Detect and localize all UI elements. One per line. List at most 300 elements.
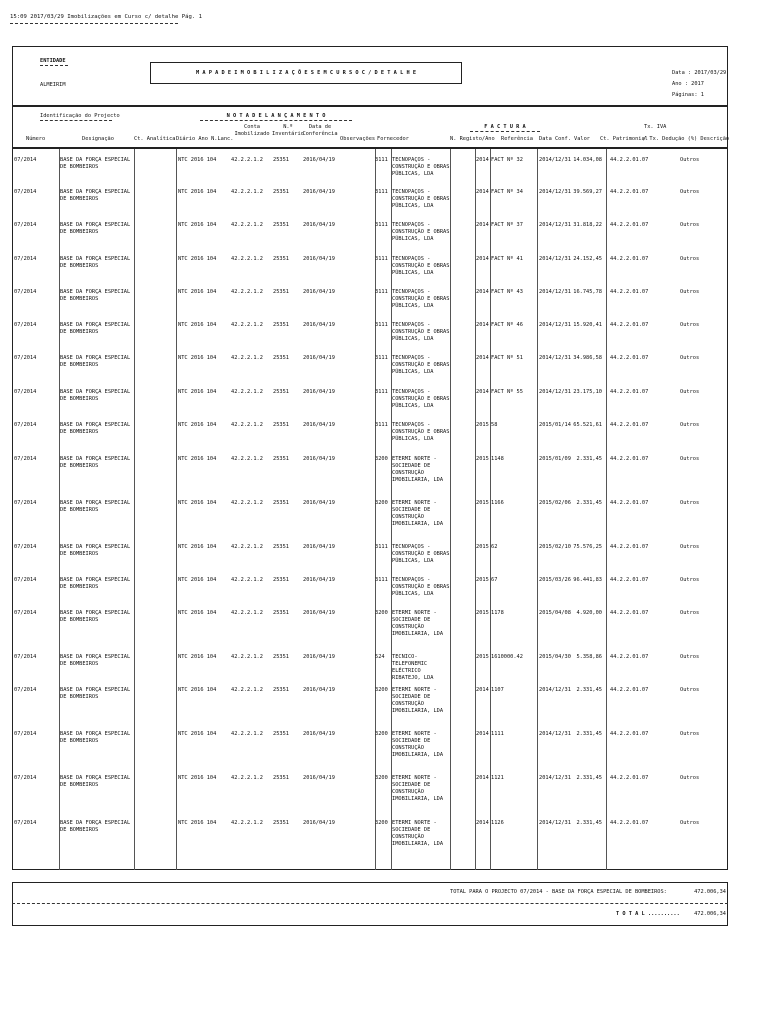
cell-desc: Outros (680, 687, 700, 693)
cell-dconf: 2016/04/19 (303, 820, 335, 826)
cell-desig: BASE DA FORÇA ESPECIAL DE BOMBEIROS (60, 544, 131, 557)
cell-inv: 25351 (273, 256, 289, 262)
cell-diario: NTC 2016 104 (178, 256, 217, 262)
cell-desig: BASE DA FORÇA ESPECIAL DE BOMBEIROS (60, 222, 131, 235)
cell-num: 07/2014 (14, 820, 37, 826)
cell-desc: Outros (680, 610, 700, 616)
cell-forn-code: 3200 (375, 687, 388, 693)
cell-diario: NTC 2016 104 (178, 456, 217, 462)
header-data-conf: Data Conf. (539, 136, 571, 142)
cell-dconf: 2016/04/19 (303, 731, 335, 737)
cell-forn: TECNOPAÇOS - CONSTRUÇÃO E OBRAS PÚBLICAS, LDA (392, 289, 450, 309)
grand-total-value: 472.006,34 (694, 911, 726, 917)
cell-desig: BASE DA FORÇA ESPECIAL DE BOMBEIROS (60, 731, 131, 744)
cell-dconf: 2016/04/19 (303, 389, 335, 395)
cell-forn-code: 3111 (375, 189, 388, 195)
entity-label-underline (40, 65, 68, 66)
cell-dfact: 2014/12/31 (539, 157, 571, 163)
cell-desc: Outros (680, 256, 700, 262)
cell-desig: BASE DA FORÇA ESPECIAL DE BOMBEIROS (60, 256, 131, 269)
cell-ref: FACT Nº 34 (491, 189, 523, 195)
cell-dconf: 2016/04/19 (303, 654, 335, 660)
cell-inv: 25351 (273, 687, 289, 693)
header-conta-imobilizado: Conta Imobilizado (234, 124, 270, 137)
entity-label: ENTIDADE (40, 58, 66, 64)
header-registo-ano: N. Registo/Ano (450, 136, 495, 142)
cell-desc: Outros (680, 289, 700, 295)
cell-valor: 5.358,86 (576, 654, 602, 660)
cell-dfact: 2014/12/31 (539, 289, 571, 295)
cell-conta: 42.2.2.1.2 (231, 422, 263, 428)
cell-dfact: 2015/01/09 (539, 456, 571, 462)
cell-ref: FACT Nº 46 (491, 322, 523, 328)
cell-diario: NTC 2016 104 (178, 731, 217, 737)
cell-ctp: 44.2.2.01.07 (610, 775, 649, 781)
report-year: Ano : 2017 (672, 81, 704, 87)
cell-inv: 25351 (273, 289, 289, 295)
cell-dconf: 2016/04/19 (303, 610, 335, 616)
cell-diario: NTC 2016 104 (178, 157, 217, 163)
cell-desig: BASE DA FORÇA ESPECIAL DE BOMBEIROS (60, 355, 131, 368)
cell-valor: 2.331,45 (576, 820, 602, 826)
cell-desc: Outros (680, 355, 700, 361)
cell-num: 07/2014 (14, 256, 37, 262)
cell-forn-code: 3200 (375, 775, 388, 781)
cell-ctp: 44.2.2.01.07 (610, 256, 649, 262)
cell-ref: 1111 (491, 731, 504, 737)
cell-ctp: 44.2.2.01.07 (610, 731, 649, 737)
header-fornecedor: Fornecedor (377, 136, 409, 142)
cell-desc: Outros (680, 654, 700, 660)
cell-num: 07/2014 (14, 189, 37, 195)
column-separator (176, 149, 177, 870)
cell-dfact: 2014/12/31 (539, 731, 571, 737)
cell-ctp: 44.2.2.01.07 (610, 687, 649, 693)
cell-valor: 2.331,45 (576, 456, 602, 462)
totals-divider (12, 903, 728, 904)
cell-inv: 25351 (273, 456, 289, 462)
cell-reg: 2015 (476, 422, 489, 428)
cell-inv: 25351 (273, 731, 289, 737)
cell-inv: 25351 (273, 544, 289, 550)
cell-ref: 1166 (491, 500, 504, 506)
cell-desig: BASE DA FORÇA ESPECIAL DE BOMBEIROS (60, 157, 131, 170)
cell-ctp: 44.2.2.01.07 (610, 289, 649, 295)
cell-conta: 42.2.2.1.2 (231, 389, 263, 395)
cell-dfact: 2015/02/10 (539, 544, 571, 550)
cell-inv: 25351 (273, 422, 289, 428)
cell-dconf: 2016/04/19 (303, 189, 335, 195)
cell-ctp: 44.2.2.01.07 (610, 222, 649, 228)
cell-desig: BASE DA FORÇA ESPECIAL DE BOMBEIROS (60, 422, 131, 435)
cell-forn: ETERMI NORTE - SOCIEDADE DE CONSTRUÇÃO IMOBILIARIA, LDA (392, 610, 444, 637)
cell-ref: FACT Nº 51 (491, 355, 523, 361)
cell-valor: 65.521,61 (573, 422, 602, 428)
cell-inv: 25351 (273, 775, 289, 781)
cell-dfact: 2014/12/31 (539, 687, 571, 693)
cell-dfact: 2015/02/06 (539, 500, 571, 506)
cell-ctp: 44.2.2.01.07 (610, 389, 649, 395)
cell-valor: 24.152,45 (573, 256, 602, 262)
cell-dconf: 2016/04/19 (303, 775, 335, 781)
cell-dfact: 2014/12/31 (539, 389, 571, 395)
cell-reg: 2015 (476, 500, 489, 506)
cell-ref: 62 (491, 544, 498, 550)
cell-num: 07/2014 (14, 157, 37, 163)
cell-ctp: 44.2.2.01.07 (610, 456, 649, 462)
cell-forn-code: 3111 (375, 157, 388, 163)
cell-diario: NTC 2016 104 (178, 222, 217, 228)
cell-inv: 25351 (273, 322, 289, 328)
cell-reg: 2014 (476, 322, 489, 328)
cell-forn: TECNOPAÇOS - CONSTRUÇÃO E OBRAS PÚBLICAS, LDA (392, 577, 450, 597)
cell-num: 07/2014 (14, 500, 37, 506)
header-diario-ano: Diário Ano N.Lanc. (176, 136, 234, 142)
cell-ref: 1121 (491, 775, 504, 781)
cell-dfact: 2015/04/30 (539, 654, 571, 660)
cell-conta: 42.2.2.1.2 (231, 731, 263, 737)
cell-desig: BASE DA FORÇA ESPECIAL DE BOMBEIROS (60, 654, 131, 667)
cell-forn-code: 3111 (375, 256, 388, 262)
cell-valor: 2.331,45 (576, 500, 602, 506)
cell-ctp: 44.2.2.01.07 (610, 322, 649, 328)
cell-inv: 25351 (273, 389, 289, 395)
cell-dfact: 2014/12/31 (539, 256, 571, 262)
cell-dconf: 2016/04/19 (303, 500, 335, 506)
cell-valor: 96.441,83 (573, 577, 602, 583)
cell-forn-code: 3111 (375, 289, 388, 295)
cell-forn: ETERMI NORTE - SOCIEDADE DE CONSTRUÇÃO IMOBILIARIA, LDA (392, 775, 444, 802)
cell-desc: Outros (680, 389, 700, 395)
cell-dfact: 2014/12/31 (539, 322, 571, 328)
cell-reg: 2014 (476, 157, 489, 163)
column-separator (537, 149, 538, 870)
cell-ctp: 44.2.2.01.07 (610, 820, 649, 826)
cell-desig: BASE DA FORÇA ESPECIAL DE BOMBEIROS (60, 456, 131, 469)
cell-dconf: 2016/04/19 (303, 577, 335, 583)
header-factura-underline (470, 131, 540, 132)
cell-num: 07/2014 (14, 289, 37, 295)
cell-diario: NTC 2016 104 (178, 544, 217, 550)
cell-desc: Outros (680, 189, 700, 195)
cell-diario: NTC 2016 104 (178, 355, 217, 361)
cell-conta: 42.2.2.1.2 (231, 687, 263, 693)
report-title: M A P A D E I M O B I L I Z A Ç Õ E S E M C U R S O C / D E T A L H E (195, 70, 417, 76)
cell-conta: 42.2.2.1.2 (231, 654, 263, 660)
cell-reg: 2015 (476, 544, 489, 550)
cell-reg: 2015 (476, 654, 489, 660)
cell-reg: 2014 (476, 820, 489, 826)
cell-desig: BASE DA FORÇA ESPECIAL DE BOMBEIROS (60, 687, 131, 700)
header-nota-underline (200, 120, 352, 121)
cell-desig: BASE DA FORÇA ESPECIAL DE BOMBEIROS (60, 189, 131, 202)
cell-desc: Outros (680, 500, 700, 506)
cell-ref: FACT Nº 55 (491, 389, 523, 395)
cell-inv: 25351 (273, 355, 289, 361)
cell-desig: BASE DA FORÇA ESPECIAL DE BOMBEIROS (60, 577, 131, 590)
cell-conta: 42.2.2.1.2 (231, 289, 263, 295)
header-ct-patrimonial: Ct. Patrimonial (600, 136, 648, 142)
cell-ctp: 44.2.2.01.07 (610, 355, 649, 361)
cell-valor: 31.818,22 (573, 222, 602, 228)
cell-ref: FACT Nº 41 (491, 256, 523, 262)
cell-inv: 25351 (273, 189, 289, 195)
header-valor: Valor (574, 136, 590, 142)
cell-forn: ETERMI NORTE - SOCIEDADE DE CONSTRUÇÃO IMOBILIARIA, LDA (392, 456, 444, 483)
cell-forn: TECNOPAÇOS - CONSTRUÇÃO E OBRAS PÚBLICAS, LDA (392, 544, 450, 564)
cell-desc: Outros (680, 157, 700, 163)
cell-num: 07/2014 (14, 731, 37, 737)
cell-forn: ETERMI NORTE - SOCIEDADE DE CONSTRUÇÃO IMOBILIARIA, LDA (392, 820, 444, 847)
cell-num: 07/2014 (14, 355, 37, 361)
cell-dfact: 2014/12/31 (539, 189, 571, 195)
cell-conta: 42.2.2.1.2 (231, 256, 263, 262)
cell-forn: ETERMI NORTE - SOCIEDADE DE CONSTRUÇÃO IMOBILIARIA, LDA (392, 687, 444, 714)
cell-reg: 2014 (476, 256, 489, 262)
cell-valor: 23.175,10 (573, 389, 602, 395)
cell-valor: 39.569,27 (573, 189, 602, 195)
grand-total-label: T O T A L .......... (616, 911, 680, 917)
cell-valor: 4.920,00 (576, 610, 602, 616)
cell-num: 07/2014 (14, 577, 37, 583)
cell-reg: 2015 (476, 610, 489, 616)
cell-reg: 2015 (476, 456, 489, 462)
cell-conta: 42.2.2.1.2 (231, 610, 263, 616)
cell-ctp: 44.2.2.01.07 (610, 544, 649, 550)
cell-dconf: 2016/04/19 (303, 157, 335, 163)
cell-inv: 25351 (273, 610, 289, 616)
cell-desig: BASE DA FORÇA ESPECIAL DE BOMBEIROS (60, 775, 131, 788)
cell-conta: 42.2.2.1.2 (231, 456, 263, 462)
cell-dfact: 2014/12/31 (539, 820, 571, 826)
cell-dconf: 2016/04/19 (303, 544, 335, 550)
cell-forn-code: 3200 (375, 500, 388, 506)
header-data-conferencia: Data de Conferência (302, 124, 338, 137)
cell-desig: BASE DA FORÇA ESPECIAL DE BOMBEIROS (60, 610, 131, 623)
cell-desc: Outros (680, 456, 700, 462)
report-date: Data : 2017/03/29 (672, 70, 727, 76)
cell-reg: 2014 (476, 775, 489, 781)
cell-conta: 42.2.2.1.2 (231, 500, 263, 506)
cell-num: 07/2014 (14, 389, 37, 395)
header-tx-iva: Tx. IVA (644, 124, 667, 130)
cell-dconf: 2016/04/19 (303, 222, 335, 228)
cell-dconf: 2016/04/19 (303, 355, 335, 361)
cell-ref: FACT Nº 32 (491, 157, 523, 163)
cell-num: 07/2014 (14, 222, 37, 228)
cell-num: 07/2014 (14, 687, 37, 693)
cell-num: 07/2014 (14, 775, 37, 781)
cell-dfact: 2014/12/31 (539, 355, 571, 361)
cell-valor: 16.745,78 (573, 289, 602, 295)
cell-forn-code: 3200 (375, 610, 388, 616)
cell-conta: 42.2.2.1.2 (231, 544, 263, 550)
cell-ctp: 44.2.2.01.07 (610, 157, 649, 163)
cell-forn-code: 3200 (375, 731, 388, 737)
project-total-label: TOTAL PARA O PROJECTO 07/2014 - BASE DA FORÇA ESPECIAL DE BOMBEIROS: (450, 889, 667, 895)
cell-valor: 75.576,25 (573, 544, 602, 550)
cell-inv: 25351 (273, 157, 289, 163)
cell-desc: Outros (680, 820, 700, 826)
cell-dconf: 2016/04/19 (303, 289, 335, 295)
cell-dfact: 2015/01/14 (539, 422, 571, 428)
cell-reg: 2014 (476, 289, 489, 295)
header-designacao: Designação (82, 136, 114, 142)
column-separator (606, 149, 607, 870)
cell-reg: 2014 (476, 222, 489, 228)
cell-ref: 67 (491, 577, 498, 583)
cell-num: 07/2014 (14, 322, 37, 328)
cell-forn: ETERMI NORTE - SOCIEDADE DE CONSTRUÇÃO IMOBILIARIA, LDA (392, 500, 444, 527)
cell-dconf: 2016/04/19 (303, 687, 335, 693)
cell-forn: TECNOPAÇOS - CONSTRUÇÃO E OBRAS PÚBLICAS, LDA (392, 157, 450, 177)
cell-forn: TECNOPAÇOS - CONSTRUÇÃO E OBRAS PÚBLICAS, LDA (392, 189, 450, 209)
cell-forn-code: 3111 (375, 322, 388, 328)
cell-desc: Outros (680, 775, 700, 781)
cell-ref: 1107 (491, 687, 504, 693)
cell-forn-code: 3111 (375, 577, 388, 583)
cell-ctp: 44.2.2.01.07 (610, 500, 649, 506)
cell-forn: TECNOPAÇOS - CONSTRUÇÃO E OBRAS PÚBLICAS, LDA (392, 222, 450, 242)
cell-forn: TECNOPAÇOS - CONSTRUÇÃO E OBRAS PÚBLICAS, LDA (392, 322, 450, 342)
cell-valor: 2.331,45 (576, 687, 602, 693)
cell-conta: 42.2.2.1.2 (231, 355, 263, 361)
cell-forn-code: 524 (375, 654, 385, 660)
cell-forn: TECNOPAÇOS - CONSTRUÇÃO E OBRAS PÚBLICAS, LDA (392, 422, 450, 442)
cell-diario: NTC 2016 104 (178, 500, 217, 506)
cell-reg: 2015 (476, 577, 489, 583)
header-inventario: N.º Inventário (272, 124, 304, 137)
cell-dconf: 2016/04/19 (303, 456, 335, 462)
entity-name: ALMEIRIM (40, 82, 66, 88)
cell-dconf: 2016/04/19 (303, 422, 335, 428)
cell-forn: TECNICO-TELEFONEMIC ELÉCTRICO RIBATEJO, LDA (392, 654, 434, 681)
cell-num: 07/2014 (14, 456, 37, 462)
header-underline (10, 23, 178, 24)
cell-reg: 2014 (476, 355, 489, 361)
cell-desig: BASE DA FORÇA ESPECIAL DE BOMBEIROS (60, 389, 131, 402)
header-numero: Número (26, 136, 46, 142)
cell-diario: NTC 2016 104 (178, 610, 217, 616)
cell-ref: 1178 (491, 610, 504, 616)
column-separator (134, 149, 135, 870)
cell-ctp: 44.2.2.01.07 (610, 610, 649, 616)
cell-desig: BASE DA FORÇA ESPECIAL DE BOMBEIROS (60, 500, 131, 513)
header-referencia: Referência (501, 136, 533, 142)
cell-valor: 2.331,45 (576, 731, 602, 737)
cell-reg: 2014 (476, 189, 489, 195)
cell-conta: 42.2.2.1.2 (231, 775, 263, 781)
column-separator (450, 149, 451, 870)
header-factura: F A C T U R A (484, 124, 526, 130)
cell-reg: 2014 (476, 687, 489, 693)
header-project-underline (40, 120, 112, 121)
cell-conta: 42.2.2.1.2 (231, 820, 263, 826)
cell-conta: 42.2.2.1.2 (231, 322, 263, 328)
header-nota-lancamento: N O T A D E L A N Ç A M E N T O (226, 113, 326, 119)
header-project-id: Identificação do Projecto (40, 113, 120, 119)
cell-inv: 25351 (273, 654, 289, 660)
cell-dconf: 2016/04/19 (303, 256, 335, 262)
cell-valor: 14.034,08 (573, 157, 602, 163)
cell-dfact: 2015/03/26 (539, 577, 571, 583)
cell-ref: 58 (491, 422, 498, 428)
report-pages: Páginas: 1 (672, 92, 704, 98)
cell-forn: TECNOPAÇOS - CONSTRUÇÃO E OBRAS PÚBLICAS, LDA (392, 256, 450, 276)
cell-conta: 42.2.2.1.2 (231, 157, 263, 163)
cell-forn-code: 3111 (375, 422, 388, 428)
cell-ref: 1610000.42 (491, 654, 523, 660)
cell-diario: NTC 2016 104 (178, 422, 217, 428)
cell-num: 07/2014 (14, 422, 37, 428)
cell-forn-code: 3111 (375, 355, 388, 361)
cell-diario: NTC 2016 104 (178, 577, 217, 583)
cell-forn-code: 3111 (375, 389, 388, 395)
cell-num: 07/2014 (14, 654, 37, 660)
page-header: 15:09 2017/03/29 Imobilizações em Curso c/ detalhe Pág. 1 (10, 14, 202, 20)
cell-ctp: 44.2.2.01.07 (610, 577, 649, 583)
cell-diario: NTC 2016 104 (178, 189, 217, 195)
cell-desc: Outros (680, 731, 700, 737)
cell-dfact: 2015/04/08 (539, 610, 571, 616)
cell-diario: NTC 2016 104 (178, 775, 217, 781)
cell-dfact: 2014/12/31 (539, 775, 571, 781)
cell-reg: 2014 (476, 731, 489, 737)
cell-valor: 15.920,41 (573, 322, 602, 328)
cell-conta: 42.2.2.1.2 (231, 577, 263, 583)
cell-desc: Outros (680, 577, 700, 583)
cell-forn: ETERMI NORTE - SOCIEDADE DE CONSTRUÇÃO IMOBILIARIA, LDA (392, 731, 444, 758)
cell-ctp: 44.2.2.01.07 (610, 189, 649, 195)
cell-forn-code: 3200 (375, 456, 388, 462)
cell-conta: 42.2.2.1.2 (231, 222, 263, 228)
cell-ctp: 44.2.2.01.07 (610, 654, 649, 660)
cell-desc: Outros (680, 322, 700, 328)
cell-ref: FACT Nº 43 (491, 289, 523, 295)
cell-valor: 2.331,45 (576, 775, 602, 781)
cell-ctp: 44.2.2.01.07 (610, 422, 649, 428)
cell-desig: BASE DA FORÇA ESPECIAL DE BOMBEIROS (60, 820, 131, 833)
cell-diario: NTC 2016 104 (178, 687, 217, 693)
cell-reg: 2014 (476, 389, 489, 395)
cell-ref: 1126 (491, 820, 504, 826)
cell-diario: NTC 2016 104 (178, 322, 217, 328)
cell-desig: BASE DA FORÇA ESPECIAL DE BOMBEIROS (60, 289, 131, 302)
cell-ref: FACT Nº 37 (491, 222, 523, 228)
header-deducao: / Tx. Dedução (%) Descrição (643, 136, 730, 142)
cell-ref: 1148 (491, 456, 504, 462)
header-ct-analitica: Ct. Analítica (134, 136, 176, 142)
cell-forn: TECNOPAÇOS - CONSTRUÇÃO E OBRAS PÚBLICAS, LDA (392, 389, 450, 409)
cell-desc: Outros (680, 544, 700, 550)
project-total-value: 472.006,34 (694, 889, 726, 895)
cell-forn-code: 3111 (375, 544, 388, 550)
cell-diario: NTC 2016 104 (178, 820, 217, 826)
header-observacoes: Observações (340, 136, 376, 142)
cell-num: 07/2014 (14, 610, 37, 616)
cell-forn: TECNOPAÇOS - CONSTRUÇÃO E OBRAS PÚBLICAS, LDA (392, 355, 450, 375)
cell-inv: 25351 (273, 500, 289, 506)
cell-conta: 42.2.2.1.2 (231, 189, 263, 195)
cell-dfact: 2014/12/31 (539, 222, 571, 228)
cell-inv: 25351 (273, 222, 289, 228)
cell-desc: Outros (680, 422, 700, 428)
cell-num: 07/2014 (14, 544, 37, 550)
cell-inv: 25351 (273, 820, 289, 826)
cell-diario: NTC 2016 104 (178, 654, 217, 660)
cell-desig: BASE DA FORÇA ESPECIAL DE BOMBEIROS (60, 322, 131, 335)
cell-diario: NTC 2016 104 (178, 389, 217, 395)
